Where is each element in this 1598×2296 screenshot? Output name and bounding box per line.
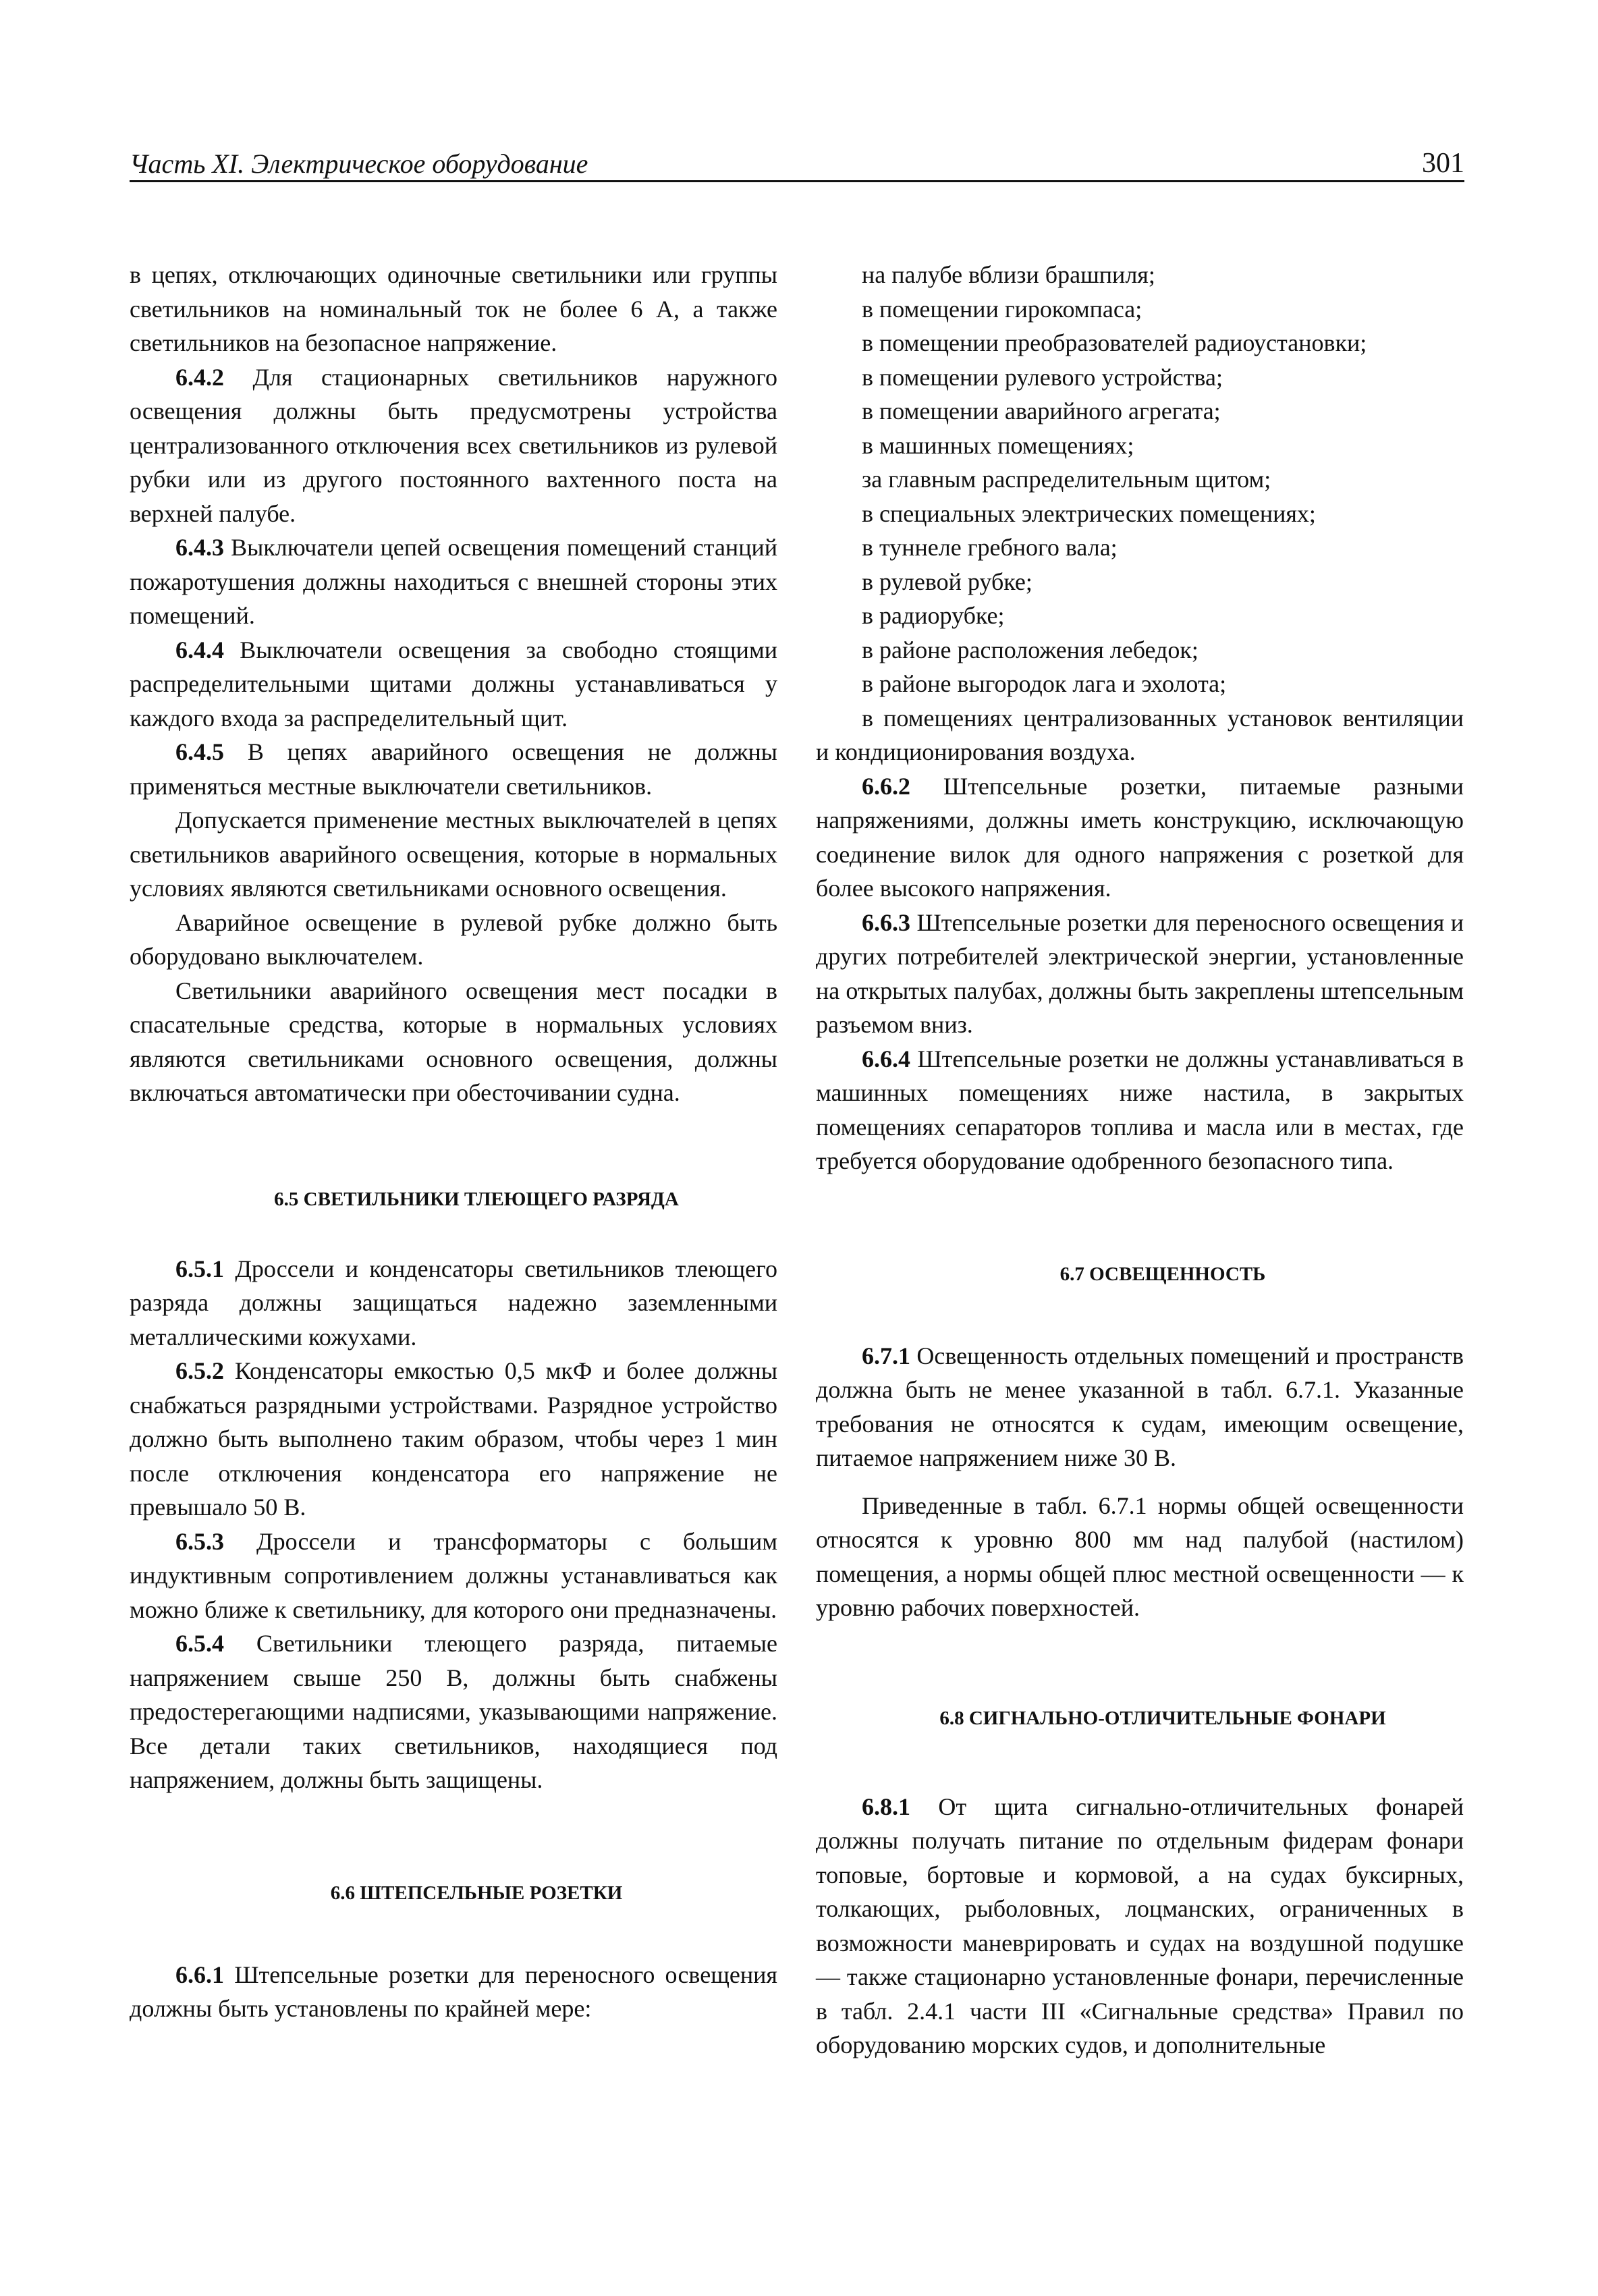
clause-text: Штепсельные розетки не должны устанавливаться в машинных помещениях ниже настила, в закрытых помещениях сепараторов топлива и масла или в местах, где требуется оборудование одобренного безопасного типа. [816, 1045, 1464, 1174]
clause-text: Освещенность отдельных помещений и пространств должна быть не менее указанной в табл. 6.7.1. Указанные требования не относятся к судам, имеющим освещение, питаемое напряжением ниже 30 В. [816, 1342, 1464, 1471]
clause-text: Штепсельные розетки для переносного освещения должны быть установлены по крайней мере: [130, 1961, 777, 2022]
clause-6-6-2 [816, 769, 1464, 906]
clause-6-4-5 [130, 735, 777, 803]
list-item: в специальных электрических помещениях; [862, 499, 1316, 527]
clause-6-5-1 [130, 1252, 777, 1355]
list-item: в радиорубке; [862, 602, 1005, 629]
clause-text: Дроссели и трансформаторы с большим индуктивным сопротивлением должны устанавливаться как можно ближе к светильнику, для которого они предназначены. [130, 1527, 777, 1623]
clause-number: 6.4.3 [175, 534, 224, 561]
list-item: в машинных помещениях; [862, 431, 1134, 459]
socket-location-list [816, 258, 1464, 769]
clause-number: 6.6.4 [862, 1045, 910, 1072]
list-item: в помещении рулевого устройства; [862, 363, 1223, 391]
section-heading-6-6: 6.6 ШТЕПСЕЛЬНЫЕ РОЗЕТКИ [330, 1882, 623, 1904]
list-item: в помещении гирокомпаса; [862, 295, 1142, 323]
clause-number: 6.7.1 [862, 1342, 910, 1369]
clause-text: Дроссели и конденсаторы светильников тлеющего разряда должны защищаться надежно заземленными металлическими кожухами. [130, 1255, 777, 1350]
clause-text: Светильники тлеющего разряда, питаемые напряжением свыше 250 В, должны быть снабжены предостерегающими надписями, указывающими напряжение. Все детали таких светильников, находящиеся под напряжением, должны быть защищены. [130, 1630, 777, 1793]
list-item: в рулевой рубке; [862, 568, 1032, 595]
section-heading-6-7: 6.7 ОСВЕЩЕННОСТЬ [1059, 1263, 1266, 1285]
list-item: в помещении преобразователей радиоустановки; [862, 329, 1367, 356]
clause-number: 6.4.4 [175, 636, 224, 663]
clause-6-6-1 [130, 1958, 777, 2026]
clause-6-4-3 [130, 530, 777, 633]
clause-text: Выключатели цепей освещения помещений станций пожаротушения должны находиться с внешней стороны этих помещений. [130, 534, 777, 629]
clause-number: 6.5.3 [175, 1527, 224, 1555]
clause-number: 6.5.1 [175, 1255, 224, 1282]
clause-number: 6.5.2 [175, 1357, 224, 1384]
clause-number: 6.4.5 [175, 738, 224, 765]
clause-text: Штепсельные розетки для переносного освещения и других потребителей электрической энергии, установленные на открытых палубах, должны быть закреплены штепсельным разъемом вниз. [816, 908, 1464, 1038]
clause-6-4-4 [130, 633, 777, 736]
clause-6-5-2 [130, 1354, 777, 1525]
clause-6-6-3 [816, 906, 1464, 1042]
clause-6-4-2 [130, 360, 777, 531]
paragraph-local-switches: Допускается применение местных выключателей в цепях светильников аварийного освещения, которые в нормальных условиях являются светильниками основного освещения. [130, 807, 777, 902]
section-heading-6-5: 6.5 СВЕТИЛЬНИКИ ТЛЕЮЩЕГО РАЗРЯДА [274, 1188, 679, 1210]
clause-text: Штепсельные розетки, питаемые разными напряжениями, должны иметь конструкцию, исключающую соединение вилок для одного напряжения с розеткой для более высокого напряжения. [816, 772, 1464, 902]
paragraph-wheelhouse-lighting: Аварийное освещение в рулевой рубке должно быть оборудовано выключателем. [130, 908, 777, 970]
list-item: в туннеле гребного вала; [862, 534, 1118, 561]
paragraph-lifesaving-lighting: Светильники аварийного освещения мест посадки в спасательные средства, которые в нормальных условиях являются светильниками основного освещения, должны включаться автоматически при обесточивании судна. [130, 977, 777, 1106]
clause-text: Для стационарных светильников наружного освещения должны быть предусмотрены устройства централизованного отключения всех светильников из рулевой рубки или из другого постоянного вахтенного поста на верхней палубе. [130, 363, 777, 527]
paragraph-continued: в цепях, отключающих одиночные светильники или группы светильников на номинальный ток не более 6 А, а также светильников на безопасное напряжение. [130, 261, 777, 356]
header-title: Часть XI. Электрическое оборудование [130, 148, 588, 179]
left-column [130, 258, 777, 2215]
page-number: 301 [1422, 148, 1464, 179]
paragraph-illumination-norms: Приведенные в табл. 6.7.1 нормы общей освещенности относятся к уровню 800 мм над палубой (настилом) помещения, а нормы общей плюс местной освещенности — к уровню рабочих поверхностей. [816, 1492, 1464, 1621]
list-item: за главным распределительным щитом; [862, 466, 1271, 493]
right-column [816, 258, 1464, 2215]
list-item: на палубе вблизи брашпиля; [862, 261, 1155, 288]
list-item: в помещениях централизованных установок вентиляции и кондиционирования воздуха. [816, 704, 1464, 765]
running-header [130, 138, 1464, 182]
clause-number: 6.8.1 [862, 1793, 910, 1820]
clause-number: 6.6.2 [862, 772, 910, 800]
list-item: в районе выгородок лага и эхолота; [862, 670, 1227, 697]
clause-6-5-4 [130, 1627, 777, 1797]
section-heading-6-8: 6.8 СИГНАЛЬНО-ОТЛИЧИТЕЛЬНЫЕ ФОНАРИ [939, 1707, 1386, 1729]
clause-number: 6.5.4 [175, 1630, 224, 1657]
clause-text: В цепях аварийного освещения не должны применяться местные выключатели светильников. [130, 738, 777, 800]
clause-number: 6.6.1 [175, 1961, 224, 1988]
clause-6-5-3 [130, 1525, 777, 1627]
clause-6-7-1 [816, 1339, 1464, 1475]
clause-number: 6.6.3 [862, 908, 910, 936]
clause-text: Конденсаторы емкостью 0,5 мкФ и более должны снабжаться разрядными устройствами. Разрядное устройство должно быть выполнено таким образом, чтобы через 1 мин после отключения конденсатора его напряжение не превышало 50 В. [130, 1357, 777, 1521]
list-item: в районе расположения лебедок; [862, 636, 1198, 663]
clause-number: 6.4.2 [175, 363, 224, 391]
clause-6-8-1 [816, 1790, 1464, 2062]
list-item: в помещении аварийного агрегата; [862, 398, 1221, 425]
clause-6-6-4 [816, 1042, 1464, 1178]
clause-text: От щита сигнально-отличительных фонарей должны получать питание по отдельным фидерам фонари топовые, бортовые и кормовой, а на судах буксирных, толкающих, рыболовных, лоцманских, ограниченных в возможности маневрировать и судах на воздушной подушке — также стационарно установленные фонари, перечисленные в табл. 2.4.1 части III «Сигнальные средства» Правил по оборудованию морских судов, и дополнительные [816, 1793, 1464, 2058]
clause-text: Выключатели освещения за свободно стоящими распределительными щитами должны устанавливаться у каждого входа за распределительный щит. [130, 636, 777, 732]
